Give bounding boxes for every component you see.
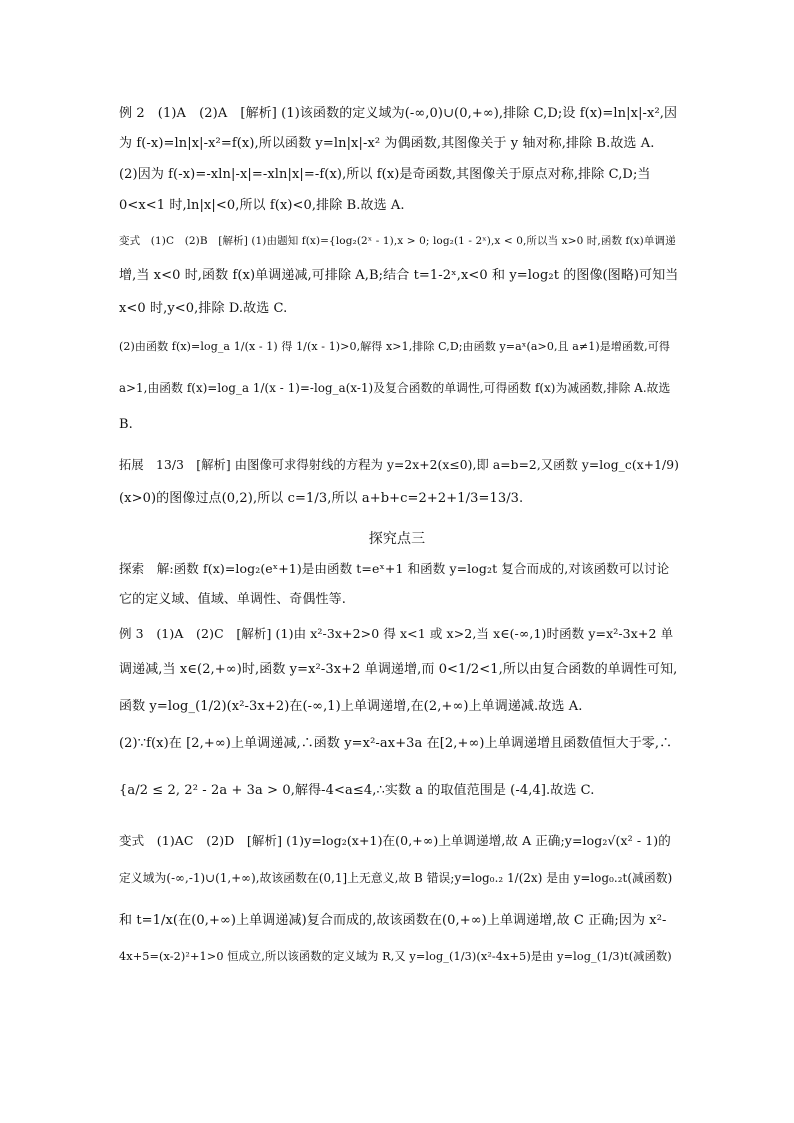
text-line: 变式 (1)C (2)B [解析] (1)由题知 f(x)={log₂(2ˣ - 1),x > 0; log₂(1 - 2ˣ),x < 0,所以当 x>0 时,函数 f(x)单调递	[119, 235, 676, 247]
text-line: (2)因为 f(-x)=-xln|-x|=-xln|x|=-f(x),所以 f(x)是奇函数,其图像关于原点对称,排除 C,D;当	[119, 167, 651, 182]
text-line: 变式 (1)AC (2)D [解析] (1)y=log₂(x+1)在(0,+∞)上单调递增,故 A 正确;y=log₂√(x² - 1)的	[119, 833, 671, 848]
section-heading: 探究点三	[368, 531, 426, 547]
text-line: 和 t=1/x(在(0,+∞)上单调递减)复合而成的,故该函数在(0,+∞)上单调递增,故 C 正确;因为 x²-	[119, 913, 667, 928]
text-line: (2)∵f(x)在 [2,+∞)上单调递减,∴函数 y=x²-ax+3a 在[2,+∞)上单调递增且函数值恒大于零,∴	[119, 736, 673, 751]
text-line: 定义域为(-∞,-1)∪(1,+∞),故该函数在(0,1]上无意义,故 B 错误;y=log₀.₂ 1/(2x) 是由 y=log₀.₂t(减函数)	[119, 871, 673, 885]
text-line: x<0 时,y<0,排除 D.故选 C.	[119, 301, 288, 316]
text-line: 函数 y=log_(1/2)(x²-3x+2)在(-∞,1)上单调递增,在(2,+∞)上单调递减.故选 A.	[119, 699, 583, 714]
text-line: (x>0)的图像过点(0,2),所以 c=1/3,所以 a+b+c=2+2+1/3=13/3.	[119, 491, 524, 506]
text-line: 它的定义域、值域、单调性、奇偶性等.	[119, 592, 346, 607]
text-line: 4x+5=(x-2)²+1>0 恒成立,所以该函数的定义域为 R,又 y=log_(1/3)(x²-4x+5)是由 y=log_(1/3)t(减函数)	[119, 950, 672, 963]
text-line: 拓展 13/3 [解析] 由图像可求得射线的方程为 y=2x+2(x≤0),即 a=b=2,又函数 y=log_c(x+1/9)	[119, 458, 680, 472]
text-line: B.	[119, 417, 133, 432]
text-line: 例 3 (1)A (2)C [解析] (1)由 x²-3x+2>0 得 x<1 或 x>2,当 x∈(-∞,1)时函数 y=x²-3x+2 单	[119, 626, 674, 641]
text-line: 例 2 (1)A (2)A [解析] (1)该函数的定义域为(-∞,0)∪(0,+∞),排除 C,D;设 f(x)=ln|x|-x²,因	[119, 106, 678, 121]
text-line: 探索 解:函数 f(x)=log₂(eˣ+1)是由函数 t=eˣ+1 和函数 y=log₂t 复合而成的,对该函数可以讨论	[119, 561, 670, 576]
text-line: a>1,由函数 f(x)=log_a 1/(x - 1)=-log_a(x-1)及复合函数的单调性,可得函数 f(x)为减函数,排除 A.故选	[119, 381, 671, 395]
text-line: {a/2 ≤ 2, 2² - 2a + 3a > 0,解得-4<a≤4,∴实数 a 的取值范围是 (-4,4].故选 C.	[119, 783, 595, 798]
text-line: (2)由函数 f(x)=log_a 1/(x - 1) 得 1/(x - 1)>0,解得 x>1,排除 C,D;由函数 y=aˣ(a>0,且 a≠1)是增函数,可得	[119, 340, 670, 353]
text-line: 为 f(-x)=ln|x|-x²=f(x),所以函数 y=ln|x|-x² 为偶函数,其图像关于 y 轴对称,排除 B.故选 A.	[119, 136, 655, 151]
text-line: 增,当 x<0 时,函数 f(x)单调递减,可排除 A,B;结合 t=1-2ˣ,x<0 和 y=log₂t 的图像(图略)可知当	[119, 268, 679, 283]
text-line: 0<x<1 时,ln|x|<0,所以 f(x)<0,排除 B.故选 A.	[119, 198, 405, 213]
text-line: 调递减,当 x∈(2,+∞)时,函数 y=x²-3x+2 单调递增,而 0<1/2<1,所以由复合函数的单调性可知,	[119, 662, 678, 677]
